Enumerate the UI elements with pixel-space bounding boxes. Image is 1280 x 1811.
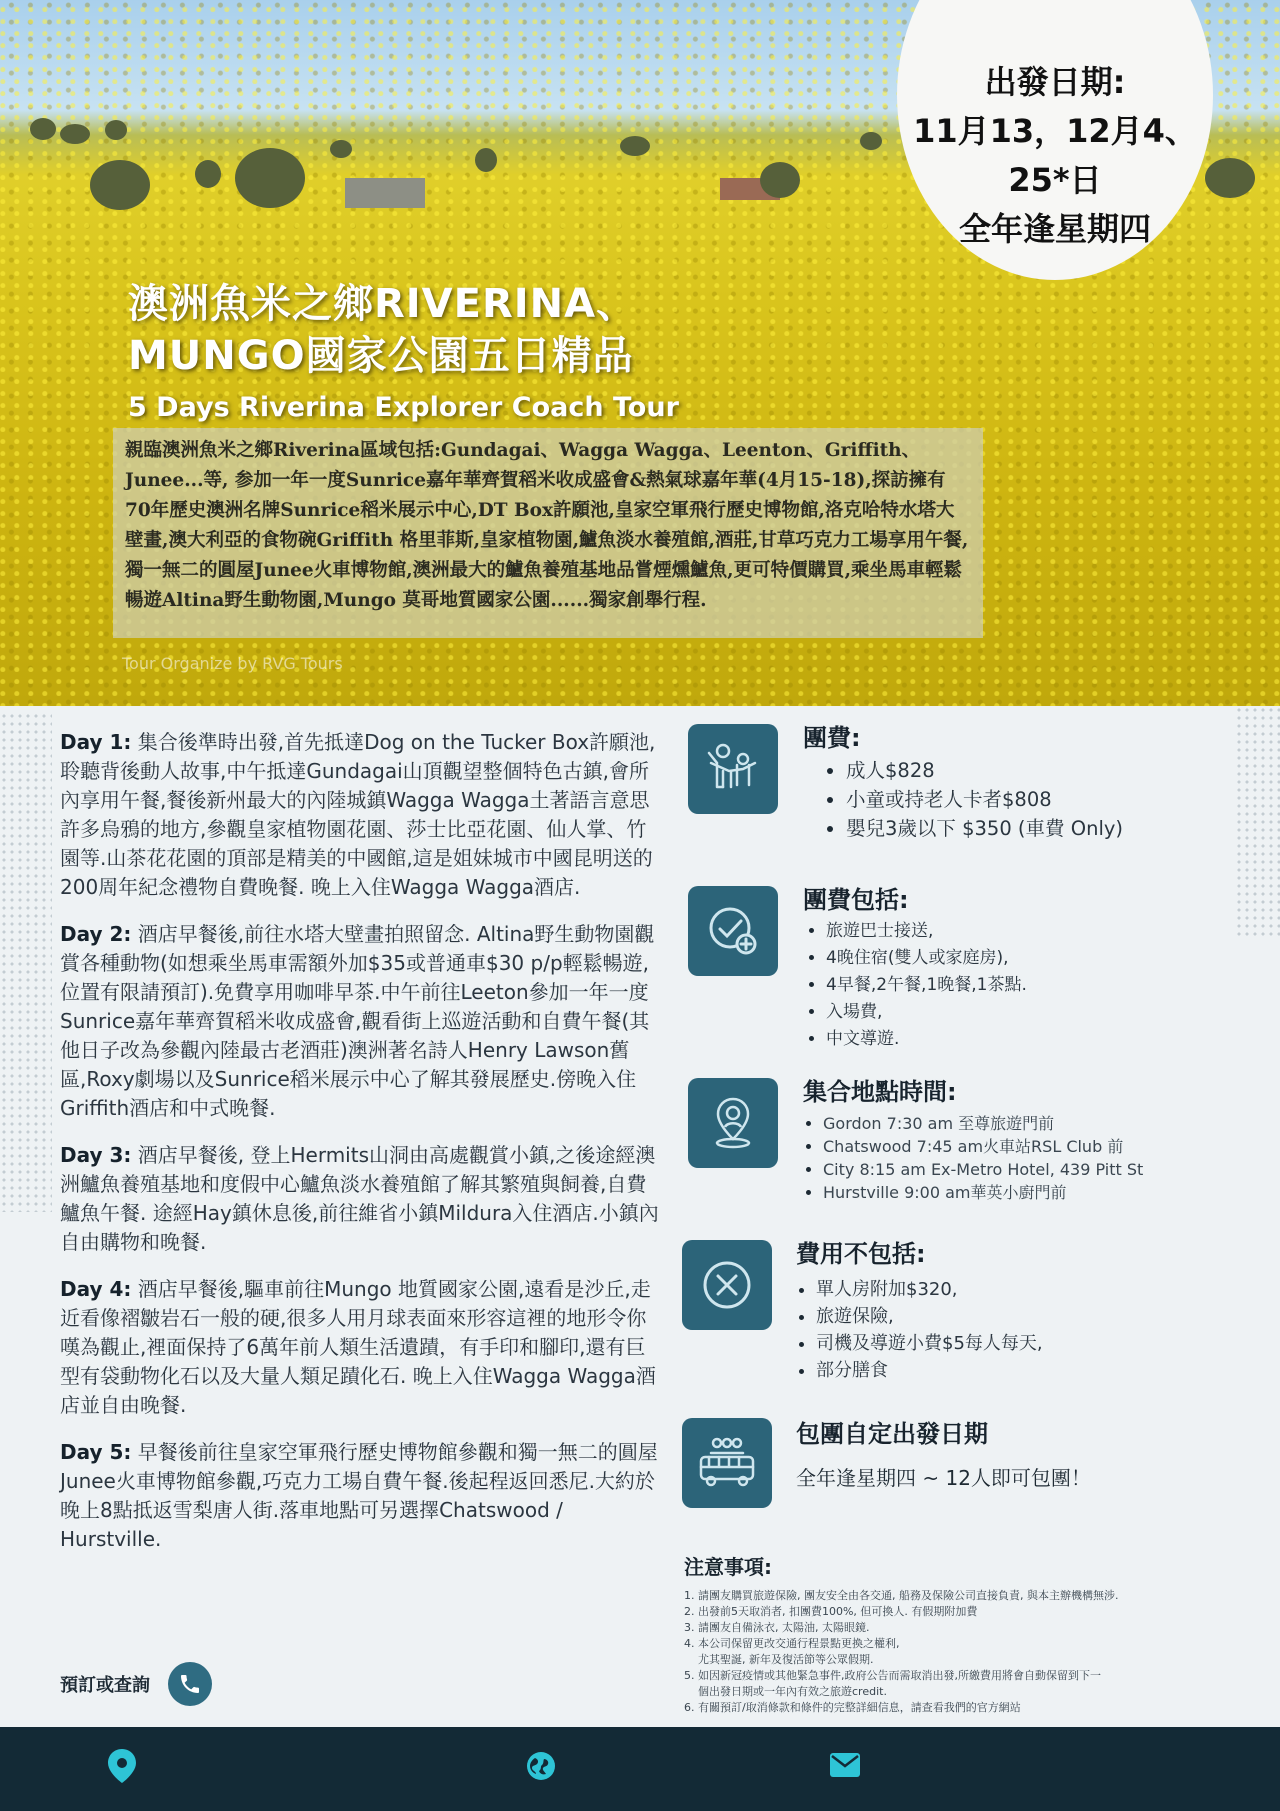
itinerary <box>60 728 660 1572</box>
excludes-item: • 單人房附加$320, <box>816 1276 1043 1303</box>
globe-icon[interactable] <box>526 1751 556 1785</box>
notes-item <box>684 1684 1244 1700</box>
notes-item: 3. 請團友自備泳衣, 太陽油, 太陽眼鏡. <box>684 1621 870 1634</box>
tour-title <box>128 278 637 382</box>
excludes-item: • 旅遊保險, <box>816 1303 1043 1330</box>
meeting-heading: 集合地點時間: <box>803 1078 957 1106</box>
fees-list <box>826 756 1123 843</box>
notes-list <box>684 1588 1244 1716</box>
notes-item: 5. 如因新冠疫情或其他緊急事件,政府公告而需取消出發,所繳費用將會自動保留到下一 <box>684 1669 1101 1682</box>
includes-item: • 中文導遊. <box>826 1026 1027 1053</box>
fees-heading: 團費: <box>803 724 861 752</box>
cross-circle-icon <box>682 1240 772 1330</box>
footer-bar <box>0 1727 1280 1811</box>
notes-item-continued: 尤其聖誕, 新年及復活節等公眾假期. <box>698 1653 874 1666</box>
notes-item: 4. 本公司保留更改交通行程景點更換之權利, <box>684 1637 900 1650</box>
notes-item: 1. 請團友購買旅遊保險, 團友安全由各交通, 船務及保險公司直接負責, 與本主辦機構無涉. <box>684 1589 1119 1602</box>
tour-title-line2: MUNGO國家公園五日精品 <box>128 333 634 379</box>
meeting-item: • City 8:15 am Ex-Metro Hotel, 439 Pitt St <box>823 1158 1143 1181</box>
tour-title-line1: 澳洲魚米之鄉RIVERINA、 <box>128 281 638 327</box>
itinerary-day-1 <box>60 728 660 902</box>
includes-item: • 4早餐,2午餐,1晚餐,1茶點. <box>826 972 1027 999</box>
meeting-item: • Hurstville 9:00 am華英小廚門前 <box>823 1181 1143 1204</box>
excludes-item: • 司機及導遊小費$5每人每天, <box>816 1330 1043 1357</box>
fees-item: • 嬰兒3歲以下 $350 (車費 Only) <box>846 814 1123 843</box>
bus-icon <box>682 1418 772 1508</box>
departure-heading: 出發日期: <box>984 63 1126 101</box>
day-label: Day 2: <box>60 922 132 946</box>
departure-dates-line2: 25*日 <box>1008 161 1102 199</box>
meeting-list <box>803 1112 1143 1204</box>
notes-item: 6. 有關預訂/取消條款和條件的完整詳細信息，請查看我們的官方網站 <box>684 1701 1021 1714</box>
family-icon <box>688 724 778 814</box>
excludes-item: • 部分膳食 <box>816 1357 1043 1384</box>
notes-item <box>684 1652 1244 1668</box>
map-pin-icon[interactable] <box>108 1749 136 1787</box>
includes-heading: 團費包括: <box>803 886 909 914</box>
check-plus-icon <box>688 886 778 976</box>
enquire-label: 預訂或查詢 <box>60 1675 150 1696</box>
itinerary-day-2 <box>60 920 660 1123</box>
envelope-icon[interactable] <box>830 1753 860 1781</box>
itinerary-day-4 <box>60 1275 660 1420</box>
includes-item: • 4晚住宿(雙人或家庭房), <box>826 945 1027 972</box>
day-text: 酒店早餐後,驅車前往Mungo 地質國家公園,遠看是沙丘,走近看像褶皺岩石一般的硬,很多人用月球表面來形容這裡的地形令你嘆為觀止,裡面保持了6萬年前人類生活遺蹟，有手印和腳印,還有巨型有袋動物化石以及大量人類足蹟化石. 晚上入住Wagga Wagga酒店並自由晚餐. <box>60 1277 656 1417</box>
hero-banner <box>0 0 1280 706</box>
day-text: 酒店早餐後,前往水塔大壁畫拍照留念. Altina野生動物園觀賞各種動物(如想乘坐馬車需額外加$35或普通車$30 p/p輕鬆暢遊,位置有限請預訂).免費享用咖啡早茶.中午前往Leeton參加一年一度Sunrice嘉年華齊賀稻米收成盛會,觀看街上巡遊活動和自費午餐(其他日子改為參觀內陸最古老酒莊)澳洲著名詩人Henry Lawson舊區,Roxy劇場以及Sunrice稻米展示中心了解其發展歷史.傍晚入住Griffith酒店和中式晚餐. <box>60 922 655 1120</box>
meeting-item: • Gordon 7:30 am 至尊旅遊門前 <box>823 1112 1143 1135</box>
organizer-credit: Tour Organize by RVG Tours <box>122 654 343 673</box>
fees-item: • 成人$828 <box>846 756 1123 785</box>
fees-item: • 小童或持老人卡者$808 <box>846 785 1123 814</box>
day-label: Day 3: <box>60 1143 132 1167</box>
dot-pattern-right <box>1235 706 1280 936</box>
tour-subtitle: 5 Days Riverina Explorer Coach Tour <box>128 392 679 423</box>
day-label: Day 5: <box>60 1440 132 1464</box>
day-text: 酒店早餐後, 登上Hermits山洞由高處觀賞小鎮,之後途經澳洲鱸魚養殖基地和度假中心鱸魚淡水養殖館了解其繁殖與飼養,自費鱸魚午餐. 途經Hay鎮休息後,前往維省小鎮Mildura入住酒店.小鎮內自由購物和晚餐. <box>60 1143 659 1254</box>
includes-list <box>806 918 1027 1053</box>
charter-heading: 包團自定出發日期 <box>796 1420 988 1448</box>
departure-dates-line1: 11月13，12月4、 <box>913 112 1197 150</box>
itinerary-day-3 <box>60 1141 660 1257</box>
excludes-heading: 費用不包括: <box>796 1240 926 1268</box>
excludes-list <box>796 1276 1043 1384</box>
dot-pattern-left <box>0 712 52 1212</box>
day-text: 集合後準時出發,首先抵達Dog on the Tucker Box許願池,聆聽背後動人故事,中午抵達Gundagai山頂觀望整個特色古鎮,會所內享用午餐,餐後新州最大的內陸城鎮Wagga Wagga土著語言意思許多烏鴉的地方,參觀皇家植物園花園、莎士比亞花園、仙人掌、竹園等.山茶花花園的頂部是精美的中國館,這是姐妹城市中國昆明送的200周年紀念禮物自費晚餐. 晚上入住Wagga Wagga酒店. <box>60 730 656 899</box>
departure-dates-line3: 全年逢星期四 <box>958 210 1151 248</box>
location-pin-icon <box>688 1078 778 1168</box>
phone-icon[interactable] <box>168 1662 212 1706</box>
day-label: Day 1: <box>60 730 132 754</box>
day-label: Day 4: <box>60 1277 132 1301</box>
notes-heading: 注意事項: <box>684 1555 772 1579</box>
charter-text: 全年逢星期四 ~ 12人即可包團！ <box>796 1466 1091 1490</box>
enquire-contact[interactable] <box>60 1662 212 1706</box>
tour-intro: 親臨澳洲魚米之鄉Riverina區域包括:Gundagai、Wagga Wagga、Leenton、Griffith、Junee...等, 参加一年一度Sunrice嘉年華齊賀稻米收成盛會&熱氣球嘉年華(4月15-18),探訪擁有70年歷史澳洲名牌Sunrice稻米展示中心,DT Box許願池,皇家空軍飛行歷史博物館,洛克哈特水塔大壁畫,澳大利亞的食物碗Griffith 格里菲斯,皇家植物園,鱸魚淡水養殖館,酒莊,甘草巧克力工場享用午餐,獨一無二的圓屋Junee火車博物館,澳洲最大的鱸魚養殖基地品嘗煙燻鱸魚,更可特價購買,乘坐馬車輕鬆暢遊Altina野生動物園,Mungo 莫哥地質國家公園......獨家創舉行程. <box>113 428 983 638</box>
notes-item-continued: 個出發日期或一年內有效之旅遊credit. <box>698 1685 887 1698</box>
meeting-item: • Chatswood 7:45 am火車站RSL Club 前 <box>823 1135 1143 1158</box>
includes-item: • 旅遊巴士接送, <box>826 918 1027 945</box>
itinerary-day-5 <box>60 1438 660 1554</box>
includes-item: • 入場費, <box>826 999 1027 1026</box>
departure-badge <box>897 0 1213 280</box>
notes-item: 2. 出發前5天取消者, 扣團費100%, 但可換人. 有假期附加費 <box>684 1605 978 1618</box>
day-text: 早餐後前往皇家空軍飛行歷史博物館參觀和獨一無二的圓屋Junee火車博物館參觀,巧克力工場自費午餐.後起程返回悉尼.大約於晚上8點抵返雪梨唐人街.落車地點可另選擇Chatswood / Hurstville. <box>60 1440 658 1551</box>
notes-section <box>684 1551 1244 1716</box>
